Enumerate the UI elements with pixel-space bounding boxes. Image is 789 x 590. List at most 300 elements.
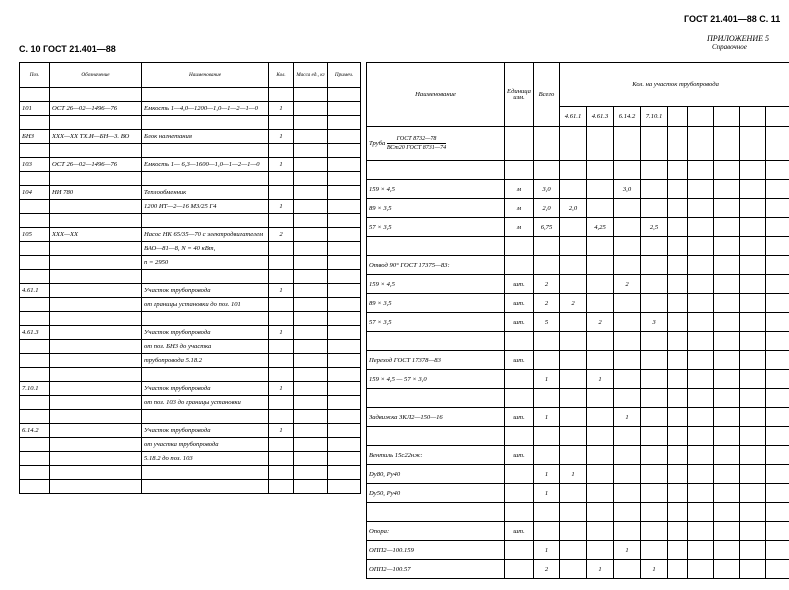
table-cell: 2,5 <box>641 218 668 237</box>
table-cell <box>269 438 294 452</box>
table-cell <box>766 522 789 541</box>
table-cell <box>294 396 328 410</box>
table-cell <box>142 466 269 480</box>
table-cell <box>587 446 614 465</box>
table-cell <box>740 161 766 180</box>
table-cell <box>560 408 587 427</box>
table-cell <box>740 275 766 294</box>
table-cell <box>714 446 740 465</box>
table-cell <box>269 396 294 410</box>
table-cell <box>740 294 766 313</box>
table-cell <box>641 503 668 522</box>
table-cell: n = 2950 <box>142 256 269 270</box>
table-cell <box>294 88 328 102</box>
table-cell <box>688 560 714 579</box>
table-row <box>367 389 789 408</box>
left-col-header: Кол. <box>269 63 294 88</box>
table-row <box>367 161 789 180</box>
table-cell <box>714 541 740 560</box>
table-cell <box>50 326 142 340</box>
table-cell <box>614 522 641 541</box>
section-header <box>688 107 714 127</box>
table-cell: 1 <box>587 370 614 389</box>
table-cell <box>587 180 614 199</box>
table-cell <box>269 466 294 480</box>
table-cell: 1 <box>641 560 668 579</box>
section-header <box>740 107 766 127</box>
table-cell <box>766 484 789 503</box>
table-cell <box>328 284 361 298</box>
table-cell <box>668 218 688 237</box>
section-header: 4.61.3 <box>587 107 614 127</box>
table-cell <box>587 199 614 218</box>
table-cell <box>641 180 668 199</box>
table-cell <box>587 465 614 484</box>
table-row <box>367 427 789 446</box>
table-cell <box>20 256 50 270</box>
table-cell <box>714 161 740 180</box>
table-cell <box>614 503 641 522</box>
table-cell <box>20 88 50 102</box>
table-cell <box>269 368 294 382</box>
table-cell <box>50 340 142 354</box>
table-cell <box>766 256 789 275</box>
table-cell <box>534 427 560 446</box>
table-cell <box>328 144 361 158</box>
table-cell: 6,75 <box>534 218 560 237</box>
table-cell <box>714 427 740 446</box>
table-cell <box>560 180 587 199</box>
table-cell <box>505 237 534 256</box>
table-row <box>367 294 789 313</box>
table-cell: шт. <box>505 408 534 427</box>
table-cell <box>740 256 766 275</box>
table-cell <box>766 370 789 389</box>
table-cell: Насос НК 65/35—70 с электродвигателем <box>142 228 269 242</box>
table-cell <box>668 180 688 199</box>
table-cell: 1 <box>269 382 294 396</box>
table-cell <box>688 275 714 294</box>
table-row <box>367 408 789 427</box>
table-cell <box>688 332 714 351</box>
table-row <box>20 102 361 116</box>
table-cell <box>367 332 505 351</box>
table-cell <box>766 541 789 560</box>
table-cell <box>560 503 587 522</box>
table-row <box>20 312 361 326</box>
table-cell <box>641 522 668 541</box>
table-cell <box>294 116 328 130</box>
table-cell <box>294 172 328 186</box>
table-row <box>20 382 361 396</box>
table-row <box>20 326 361 340</box>
table-cell <box>142 270 269 284</box>
table-row <box>367 370 789 389</box>
table-cell <box>641 484 668 503</box>
table-cell: 1 <box>614 408 641 427</box>
table-cell <box>269 312 294 326</box>
table-cell <box>294 424 328 438</box>
table-cell <box>20 312 50 326</box>
table-cell <box>560 446 587 465</box>
table-cell <box>142 410 269 424</box>
table-cell <box>269 186 294 200</box>
table-cell <box>534 503 560 522</box>
table-cell: трубопровода 5.18.2 <box>142 354 269 368</box>
table-cell <box>668 370 688 389</box>
col-group-header: Кол. на участок трубопровода <box>560 63 789 107</box>
table-cell <box>766 427 789 446</box>
table-cell <box>294 186 328 200</box>
table-cell <box>505 127 534 161</box>
table-cell <box>641 294 668 313</box>
table-cell: 1 <box>534 484 560 503</box>
table-cell <box>766 199 789 218</box>
table-cell <box>740 370 766 389</box>
table-cell <box>50 214 142 228</box>
table-cell: 2 <box>587 313 614 332</box>
table-cell <box>641 332 668 351</box>
table-cell: 4.61.1 <box>20 284 50 298</box>
table-cell <box>668 294 688 313</box>
table-cell <box>50 270 142 284</box>
table-cell <box>714 370 740 389</box>
table-cell: 1 <box>614 541 641 560</box>
table-cell: ОПП2—100.159 <box>367 541 505 560</box>
table-cell <box>641 127 668 161</box>
table-row <box>367 199 789 218</box>
left-col-header: Масса ед., кг <box>294 63 328 88</box>
table-cell <box>668 389 688 408</box>
table-cell <box>714 237 740 256</box>
table-row <box>367 522 789 541</box>
table-cell <box>534 332 560 351</box>
table-cell <box>740 503 766 522</box>
table-row <box>20 354 361 368</box>
table-cell <box>740 313 766 332</box>
table-cell: 1 <box>269 158 294 172</box>
table-cell <box>560 560 587 579</box>
table-row <box>20 130 361 144</box>
table-cell <box>269 144 294 158</box>
table-cell <box>294 102 328 116</box>
table-cell <box>714 484 740 503</box>
table-cell <box>641 161 668 180</box>
table-cell <box>142 144 269 158</box>
table-cell: ОПП2—100.57 <box>367 560 505 579</box>
table-cell <box>560 161 587 180</box>
table-cell <box>560 484 587 503</box>
table-row <box>367 256 789 275</box>
table-cell: 3,0 <box>614 180 641 199</box>
table-cell <box>740 560 766 579</box>
table-cell <box>641 541 668 560</box>
table-cell <box>668 408 688 427</box>
table-cell <box>668 522 688 541</box>
table-cell <box>534 161 560 180</box>
table-cell <box>20 368 50 382</box>
table-cell <box>688 389 714 408</box>
table-cell: Теплообменник <box>142 186 269 200</box>
table-cell <box>740 465 766 484</box>
table-row <box>20 424 361 438</box>
table-cell <box>505 560 534 579</box>
table-cell <box>641 389 668 408</box>
table-row <box>20 214 361 228</box>
table-cell <box>505 370 534 389</box>
table-cell <box>294 214 328 228</box>
table-cell <box>688 446 714 465</box>
table-cell <box>766 237 789 256</box>
table-cell: 2 <box>269 228 294 242</box>
table-cell: 1 <box>534 370 560 389</box>
table-cell <box>50 172 142 186</box>
table-cell: 5 <box>534 313 560 332</box>
table-cell <box>269 214 294 228</box>
table-cell <box>328 340 361 354</box>
table-cell: Опора: <box>367 522 505 541</box>
table-cell <box>614 332 641 351</box>
table-cell: 159 × 4,5 <box>367 275 505 294</box>
table-cell: Задвижка ЗКЛ2—150—16 <box>367 408 505 427</box>
table-cell <box>50 382 142 396</box>
table-cell: ВАО—81—8, N = 40 кВт, <box>142 242 269 256</box>
table-cell <box>560 256 587 275</box>
table-row <box>20 340 361 354</box>
table-cell <box>20 466 50 480</box>
table-cell <box>740 218 766 237</box>
table-cell <box>587 503 614 522</box>
table-cell: Участок трубопровода <box>142 424 269 438</box>
table-cell <box>740 237 766 256</box>
table-cell <box>269 452 294 466</box>
left-spec-table <box>19 62 361 494</box>
table-cell <box>269 270 294 284</box>
table-cell <box>50 298 142 312</box>
table-cell <box>142 172 269 186</box>
table-cell <box>766 503 789 522</box>
table-cell <box>534 389 560 408</box>
table-cell <box>50 200 142 214</box>
table-cell <box>641 256 668 275</box>
table-cell <box>367 389 505 408</box>
table-cell <box>766 332 789 351</box>
table-cell <box>50 144 142 158</box>
table-cell <box>505 332 534 351</box>
table-cell <box>560 275 587 294</box>
table-cell: 1 <box>269 200 294 214</box>
table-cell <box>641 199 668 218</box>
table-cell <box>614 560 641 579</box>
table-cell: 89 × 3,5 <box>367 199 505 218</box>
table-row <box>20 438 361 452</box>
table-cell <box>688 351 714 370</box>
table-cell <box>587 275 614 294</box>
table-cell: Участок трубопровода <box>142 382 269 396</box>
table-cell <box>20 270 50 284</box>
table-row <box>20 172 361 186</box>
table-cell <box>328 242 361 256</box>
table-cell <box>688 465 714 484</box>
table-cell <box>50 88 142 102</box>
table-cell <box>20 172 50 186</box>
table-row <box>20 200 361 214</box>
table-row <box>367 560 789 579</box>
table-cell <box>560 237 587 256</box>
table-cell <box>688 237 714 256</box>
table-row <box>20 466 361 480</box>
pipe-label: Труба <box>369 140 386 148</box>
table-cell: 1 <box>534 465 560 484</box>
table-cell <box>20 116 50 130</box>
table-cell <box>20 480 50 494</box>
table-cell <box>560 389 587 408</box>
table-cell <box>20 354 50 368</box>
table-cell <box>269 340 294 354</box>
table-cell <box>294 270 328 284</box>
table-cell <box>328 382 361 396</box>
table-cell: 159 × 4,5 — 57 × 3,0 <box>367 370 505 389</box>
table-cell <box>328 88 361 102</box>
table-cell <box>328 270 361 284</box>
table-cell <box>766 218 789 237</box>
table-cell <box>614 161 641 180</box>
table-cell <box>587 332 614 351</box>
table-cell <box>740 541 766 560</box>
table-cell <box>641 446 668 465</box>
table-row <box>20 228 361 242</box>
table-cell <box>294 466 328 480</box>
table-cell <box>714 294 740 313</box>
table-row <box>20 116 361 130</box>
table-cell <box>294 228 328 242</box>
table-cell <box>668 351 688 370</box>
table-cell: 1 <box>560 465 587 484</box>
table-cell <box>328 438 361 452</box>
table-cell <box>766 127 789 161</box>
table-cell <box>688 408 714 427</box>
table-cell <box>560 127 587 161</box>
table-cell <box>534 256 560 275</box>
table-cell: м <box>505 218 534 237</box>
table-cell <box>505 427 534 446</box>
table-cell <box>688 370 714 389</box>
section-header: 6.14.2 <box>614 107 641 127</box>
table-cell: 2 <box>534 560 560 579</box>
table-cell: 105 <box>20 228 50 242</box>
table-cell <box>269 172 294 186</box>
table-cell: 1 <box>269 130 294 144</box>
table-cell <box>714 465 740 484</box>
table-cell: шт. <box>505 522 534 541</box>
table-cell <box>269 298 294 312</box>
table-cell <box>20 214 50 228</box>
table-cell <box>714 256 740 275</box>
table-cell <box>50 116 142 130</box>
table-cell <box>328 116 361 130</box>
table-cell <box>294 354 328 368</box>
table-cell <box>668 127 688 161</box>
table-cell <box>688 256 714 275</box>
table-cell <box>505 161 534 180</box>
table-cell <box>740 351 766 370</box>
table-cell <box>50 284 142 298</box>
table-cell: 1 <box>534 408 560 427</box>
table-cell <box>668 199 688 218</box>
table-row <box>20 284 361 298</box>
table-cell <box>50 466 142 480</box>
table-cell <box>641 408 668 427</box>
table-cell <box>668 484 688 503</box>
table-cell <box>328 298 361 312</box>
table-cell <box>50 410 142 424</box>
table-cell: от границы установки до поз. 101 <box>142 298 269 312</box>
table-cell <box>766 560 789 579</box>
table-cell <box>766 313 789 332</box>
table-cell <box>587 484 614 503</box>
table-cell <box>614 218 641 237</box>
table-cell: 1200 ИТ—2—16 М3/25 Г4 <box>142 200 269 214</box>
table-cell <box>587 541 614 560</box>
left-col-header: Поз. <box>20 63 50 88</box>
table-cell <box>740 484 766 503</box>
table-cell <box>587 522 614 541</box>
table-cell <box>641 351 668 370</box>
table-row <box>20 88 361 102</box>
table-cell: шт. <box>505 351 534 370</box>
table-cell <box>614 256 641 275</box>
table-row <box>20 396 361 410</box>
table-cell <box>20 144 50 158</box>
table-cell <box>534 237 560 256</box>
table-cell <box>328 424 361 438</box>
table-row <box>367 465 789 484</box>
table-cell: 2,0 <box>534 199 560 218</box>
table-cell <box>688 484 714 503</box>
table-cell <box>614 370 641 389</box>
table-cell <box>142 116 269 130</box>
table-cell <box>505 256 534 275</box>
table-cell <box>50 354 142 368</box>
table-cell <box>328 200 361 214</box>
table-cell: 2 <box>560 294 587 313</box>
table-cell: 2 <box>614 275 641 294</box>
table-cell <box>142 368 269 382</box>
table-cell <box>714 199 740 218</box>
table-cell <box>328 326 361 340</box>
table-cell <box>50 424 142 438</box>
table-cell <box>560 541 587 560</box>
table-cell <box>614 427 641 446</box>
table-cell: Участок трубопровода <box>142 284 269 298</box>
table-cell <box>587 237 614 256</box>
table-cell <box>20 396 50 410</box>
table-cell <box>688 127 714 161</box>
table-cell <box>20 438 50 452</box>
section-header <box>766 107 789 127</box>
table-cell: Отвод 90° ГОСТ 17375—83: <box>367 256 505 275</box>
section-header: 4.61.1 <box>560 107 587 127</box>
table-cell: 1 <box>534 541 560 560</box>
table-cell <box>714 218 740 237</box>
table-cell <box>142 312 269 326</box>
table-cell <box>269 116 294 130</box>
table-cell <box>688 161 714 180</box>
left-col-header: Обозначение <box>50 63 142 88</box>
table-cell: от участка трубопровода <box>142 438 269 452</box>
table-cell <box>614 484 641 503</box>
table-cell <box>20 200 50 214</box>
